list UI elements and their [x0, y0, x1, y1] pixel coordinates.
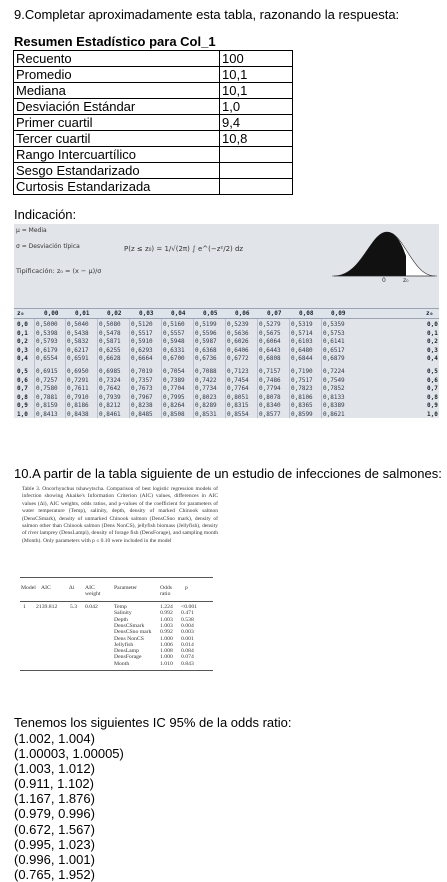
model-delta: 5.3 [70, 604, 78, 610]
z-table-cell: 0,8389 [323, 402, 345, 410]
z-table-col-header: 0,05 [203, 310, 218, 317]
ci-item: (0.765, 1.952) [14, 866, 95, 882]
z-table-col-header: 0,00 [44, 310, 59, 317]
param-p: 0.084 [181, 648, 194, 655]
z-table-cell: 0,6331 [163, 346, 185, 354]
z-table-row-label: 0,4 [17, 355, 28, 363]
z-table-cell: 0,8023 [195, 393, 217, 401]
z-table-cell: 0,6985 [99, 368, 121, 375]
paper-table-caption: Table 3. Oncorhynchus tshawytscha. Comparison of best logistic regression models of infection showing Akaike's Information Criterion (AIC) values, differences in AIC values (Δi), AIC weights, odds ratios, and p-values of the coefficient for parameters of water temperature (Temp), salinity, depth, density of marked Chinook salmon (DensCSmark), density of unmarked Chinook salmon (DensCSno mark), density of salmon other than Chinook salmon (Dens NonCS), jellyfish biomass (Jellyfish), density of river lamprey (DensLampi), density of forage fish (DensForage), and sampling month (Month). Only parameters with p ≤ 0.10 were included in the model [22, 486, 218, 544]
header-parameter: Parameter [114, 585, 138, 591]
z-table-col-header: 0,03 [139, 310, 154, 317]
z-table-col-header: 0,04 [171, 310, 186, 317]
z-table-cell: 0,8531 [195, 411, 217, 418]
z-table-cell: 0,7422 [195, 376, 217, 384]
param-p: 0.014 [181, 641, 194, 648]
z-table-cell: 0,6554 [36, 355, 58, 363]
z-table-row-label-right: 0,7 [427, 385, 438, 393]
z-table-cell: 0,7389 [163, 376, 185, 384]
z-table-cell: 0,5199 [195, 321, 217, 328]
hint-label: Indicación: [14, 207, 77, 222]
z-table-col-divider [193, 319, 194, 418]
z-table-cell: 0,5517 [131, 329, 153, 337]
z-table-col-divider [97, 319, 98, 418]
normal-curve-icon [332, 226, 437, 284]
z-table-cell: 0,7123 [227, 368, 249, 375]
z-table-cell: 0,6879 [323, 355, 345, 363]
z-table-cell: 0,8212 [99, 402, 121, 410]
z-table-cell: 0,5279 [259, 321, 281, 328]
z-table-cell: 0,7257 [36, 376, 58, 384]
z-table-cell: 0,8365 [291, 402, 313, 410]
z-table-cell: 0,6591 [67, 355, 89, 363]
z-table-cell: 0,8106 [291, 393, 313, 401]
z-table-row-label: 0,5 [17, 368, 28, 375]
z-table-row-label-right: 0,6 [427, 376, 438, 384]
z-table-cell: 0,6026 [227, 338, 249, 346]
paper-top-rule [20, 577, 213, 578]
z-table-cell: 0,7995 [163, 393, 185, 401]
curve-z0-label: z₀ [403, 277, 409, 284]
stats-row [14, 131, 293, 147]
z-table-cell: 0,8289 [195, 402, 217, 410]
z-table-col-header: z₀ [426, 310, 434, 317]
z-table-col-divider [257, 319, 258, 418]
z-table-cell: 0,6517 [323, 346, 345, 354]
z-table-col-divider [65, 319, 66, 418]
z-table-cell: 0,7088 [195, 368, 217, 375]
ci-item: (0.979, 0.996) [14, 806, 95, 822]
z-table-cell: 0,8051 [227, 393, 249, 401]
stats-row [14, 51, 293, 67]
param-odds: 1.003 [160, 616, 173, 623]
z-table-cell: 0,5832 [67, 338, 89, 346]
standardization-formula: Tipificación: z₀ = (x − μ)/σ [16, 267, 102, 275]
z-table-cell: 0,8159 [36, 402, 58, 410]
z-table-row-label-right: 0,3 [427, 346, 438, 354]
z-table-cell: 0,5871 [99, 338, 121, 346]
curve-zero-label: 0 [382, 277, 386, 284]
sigma-label: σ = Desviación típica [16, 243, 80, 250]
z-table-col-header: 0,07 [267, 310, 282, 317]
z-table-col-divider [225, 319, 226, 418]
z-table-cell: 0,6628 [99, 355, 121, 363]
stats-row [14, 163, 293, 179]
z-table-cell: 0,6141 [323, 338, 345, 346]
stats-row-label: Mediana [14, 83, 220, 99]
z-table-col-divider [321, 319, 322, 418]
stats-row [14, 115, 293, 131]
z-table-col-header: 0,06 [235, 310, 250, 317]
param-odds: 1.010 [160, 660, 173, 667]
question-10-title: 10.A partir de la tabla siguiente de un estudio de infecciones de salmones: [14, 466, 442, 481]
z-table-cell: 0,5239 [227, 321, 249, 328]
z-table-cell: 0,7852 [323, 385, 345, 393]
header-model: Model [21, 585, 36, 591]
stats-row-label: Recuento [14, 51, 220, 67]
z-table-cell: 0,8577 [259, 411, 281, 418]
param-p: 0.843 [181, 660, 194, 667]
z-table-cell: 0,6915 [36, 368, 58, 375]
z-table-cell: 0,6293 [131, 346, 153, 354]
z-table-row-label: 0,8 [17, 393, 28, 401]
ci-item: (0.672, 1.567) [14, 821, 95, 837]
param-odds: 1.003 [160, 622, 173, 629]
model-aic: 2139.812 [36, 604, 58, 610]
param-p: 0.471 [181, 610, 194, 617]
param-name: DensCSmark [114, 622, 145, 629]
stats-row-label: Primer cuartil [14, 115, 220, 131]
z-table-cell: 0,7190 [291, 368, 313, 375]
param-name: Jellyfish [114, 641, 134, 648]
z-table-cell: 0,8485 [131, 411, 153, 418]
z-table-cell: 0,8133 [323, 393, 345, 401]
z-table-row-label-right: 1,0 [427, 411, 438, 418]
z-table-cell: 0,8461 [99, 411, 121, 418]
z-table-cell: 0,7881 [36, 393, 58, 401]
param-name: DensForage [114, 654, 142, 661]
param-p: 0.003 [181, 629, 194, 636]
ci-item: (1.002, 1.004) [14, 731, 95, 746]
param-p: 0.538 [181, 616, 194, 623]
z-table-col-header: 0,08 [299, 310, 314, 317]
paper-bottom-rule [20, 670, 213, 671]
param-odds: 0.992 [160, 610, 173, 617]
param-name: Temp [114, 604, 127, 610]
cdf-formula: P(z ≤ z₀) = 1/√(2π) ∫ e^(−z²/2) dz [124, 245, 244, 253]
ci-item: (1.00003, 1.00005) [14, 746, 124, 762]
z-table-row-label: 0,2 [17, 338, 28, 346]
z-table-cell: 0,7054 [163, 368, 185, 375]
stats-row-value: 10,1 [220, 83, 293, 99]
param-odds: 1.006 [160, 641, 173, 648]
stats-row-value: 9,4 [220, 115, 293, 131]
z-table-row-label: 0,3 [17, 346, 28, 354]
z-table-cell: 0,6368 [195, 346, 217, 354]
z-table-cell: 0,6406 [227, 346, 249, 354]
z-table-cell: 0,5910 [131, 338, 153, 346]
stats-row [14, 179, 293, 195]
param-p: 0.001 [181, 635, 194, 642]
stats-row [14, 67, 293, 83]
ci-item: (0.911, 1.102) [14, 776, 94, 792]
mu-label: μ = Media [16, 227, 47, 234]
z-table-cell: 0,7291 [67, 376, 89, 384]
z-table-row-label-right: 0,5 [427, 368, 438, 375]
z-table-cell: 0,7823 [291, 385, 313, 393]
z-table-row-label: 0,1 [17, 329, 28, 337]
z-table-col-divider [129, 319, 130, 418]
param-odds: 1.008 [160, 648, 173, 655]
param-name: Dens NonCS [114, 635, 144, 642]
z-table-cell: 0,8264 [163, 402, 185, 410]
z-table-cell: 0,8238 [131, 402, 153, 410]
z-table-cell: 0,6179 [36, 346, 58, 354]
z-table-cell: 0,8315 [227, 402, 249, 410]
stats-row-label: Rango Intercuartílico [14, 147, 220, 163]
z-table-row-label: 0,6 [17, 376, 28, 384]
stats-row-value: 100 [220, 51, 293, 67]
z-table-cell: 0,7580 [36, 385, 58, 393]
z-table-cell: 0,5675 [259, 329, 281, 337]
param-p: 0.004 [181, 622, 194, 629]
z-table-cell: 0,7642 [99, 385, 121, 393]
paper-table-excerpt [14, 486, 219, 714]
z-table-cell: 0,5120 [131, 321, 153, 328]
param-p: <0.001 [181, 604, 198, 610]
z-table-cell: 0,7611 [67, 385, 89, 393]
stats-row-value: 1,0 [220, 99, 293, 115]
z-table-col-header: 0,02 [107, 310, 122, 317]
stats-row-value [220, 163, 293, 179]
z-table-cell: 0,6103 [291, 338, 313, 346]
z-table-row-label: 1,0 [17, 411, 28, 418]
z-table-cell: 0,5596 [195, 329, 217, 337]
z-table-row-label-right: 0,2 [427, 338, 438, 346]
z-table-cell: 0,6700 [163, 355, 185, 363]
z-table-cell: 0,7157 [259, 368, 281, 375]
stats-summary-table [13, 50, 293, 195]
z-table-cell: 0,8599 [291, 411, 313, 418]
z-table-cell: 0,7794 [259, 385, 281, 393]
z-table-cell: 0,5080 [99, 321, 121, 328]
stats-row-value [220, 147, 293, 163]
ci-item: (1.003, 1.012) [14, 761, 95, 777]
param-name: Month [114, 660, 130, 667]
z-table-row-label: 0,0 [17, 321, 28, 328]
z-table-cell: 0,8413 [36, 411, 58, 418]
z-table-cell: 0,5160 [163, 321, 185, 328]
stats-row-value: 10,8 [220, 131, 293, 147]
ci-item: (0.995, 1.023) [14, 836, 95, 852]
header-p: p [185, 585, 188, 591]
stats-row [14, 83, 293, 99]
header-aic-weight: AIC weight [85, 585, 101, 597]
z-table-cell: 0,5793 [36, 338, 58, 346]
header-delta: Δi [69, 585, 75, 591]
z-table-row-label-right: 0,1 [427, 329, 438, 337]
z-table-cell: 0,7939 [99, 393, 121, 401]
model-aic-weight: 0.042 [85, 604, 98, 610]
param-name: Salinity [114, 610, 132, 617]
z-table-cell: 0,8508 [163, 411, 185, 418]
z-table-cell: 0,6064 [259, 338, 281, 346]
stats-row-label: Sesgo Estandarizado [14, 163, 220, 179]
z-table-cell: 0,7704 [163, 385, 185, 393]
z-table-cell: 0,5438 [67, 329, 89, 337]
z-table-cell: 0,8078 [259, 393, 281, 401]
paper-header-rule [20, 601, 213, 602]
z-table-col-header: z₀ [17, 310, 25, 317]
z-table-cell: 0,5948 [163, 338, 185, 346]
z-table-cell: 0,7019 [131, 368, 153, 375]
z-table-col-divider [289, 319, 290, 418]
z-table-cell: 0,8621 [323, 411, 345, 418]
z-table-cell: 0,8186 [67, 402, 89, 410]
param-p: 0.074 [181, 654, 194, 661]
z-table-cell: 0,6950 [67, 368, 89, 375]
z-table-cell: 0,6844 [291, 355, 313, 363]
z-table-cell: 0,5753 [323, 329, 345, 337]
stats-row-label: Desviación Estándar [14, 99, 220, 115]
z-table-col-divider [161, 319, 162, 418]
stats-table-title: Resumen Estadístico para Col_1 [14, 34, 216, 49]
z-table-cell: 0,5478 [99, 329, 121, 337]
z-table-cell: 0,7764 [227, 385, 249, 393]
z-table-cell: 0,7324 [99, 376, 121, 384]
stats-row-label: Promedio [14, 67, 220, 83]
z-table-cell: 0,7224 [323, 368, 345, 375]
z-table-cell: 0,8438 [67, 411, 89, 418]
stats-row [14, 147, 293, 163]
z-table-cell: 0,7517 [291, 376, 313, 384]
z-table-row-label-right: 0,8 [427, 393, 438, 401]
ci-intro-text: Tenemos los siguientes IC 95% de la odds ratio: [14, 715, 292, 730]
param-name: Depth [114, 616, 128, 623]
z-table-col-header: 0,01 [75, 310, 90, 317]
z-table-cell: 0,6480 [291, 346, 313, 354]
z-table-cell: 0,6217 [67, 346, 89, 354]
z-table-cell: 0,8554 [227, 411, 249, 418]
ci-item: (1.167, 1.876) [14, 791, 95, 807]
param-odds: 1.000 [160, 654, 173, 661]
z-table-cell: 0,5987 [195, 338, 217, 346]
z-table-cell: 0,7454 [227, 376, 249, 384]
z-table-row-label: 0,9 [17, 402, 28, 410]
ci-item: (0.996, 1.001) [14, 851, 95, 867]
z-table-cell: 0,6443 [259, 346, 281, 354]
z-table-cell: 0,5714 [291, 329, 313, 337]
stats-row-label: Curtosis Estandarizada [14, 179, 220, 195]
z-table-cell: 0,5000 [36, 321, 58, 328]
z-table-cell: 0,5319 [291, 321, 313, 328]
z-table-cell: 0,6736 [195, 355, 217, 363]
stats-row-label: Tercer cuartil [14, 131, 220, 147]
param-odds: 0.992 [160, 629, 173, 636]
z-table-cell: 0,6772 [227, 355, 249, 363]
z-table-cell: 0,7549 [323, 376, 345, 384]
z-table-col-divider [34, 319, 35, 418]
z-table-cell: 0,7673 [131, 385, 153, 393]
z-table-row-label-right: 0,4 [427, 355, 438, 363]
z-table-cell: 0,7486 [259, 376, 281, 384]
z-table-cell: 0,6808 [259, 355, 281, 363]
question-9-title: 9.Completar aproximadamente esta tabla, razonando la respuesta: [14, 7, 400, 22]
z-table-cell: 0,5359 [323, 321, 345, 328]
z-table-row-label-right: 0,9 [427, 402, 438, 410]
header-odds-ratio: Odds ratio [160, 585, 173, 597]
z-table-cell: 0,6255 [99, 346, 121, 354]
ci-list [14, 731, 124, 882]
z-table-cell: 0,5636 [227, 329, 249, 337]
z-table-cell: 0,7910 [67, 393, 89, 401]
param-name: DensLamp [114, 648, 139, 655]
z-table-cell: 0,6664 [131, 355, 153, 363]
z-table-col-header: 0,09 [331, 310, 346, 317]
z-table-cell: 0,7357 [131, 376, 153, 384]
z-table-cell: 0,8340 [259, 402, 281, 410]
param-odds: 1.000 [160, 635, 173, 642]
z-table-row-label-right: 0,0 [427, 321, 438, 328]
header-aic: AIC [41, 585, 51, 591]
z-table-cell: 0,7967 [131, 393, 153, 401]
z-table-cell: 0,7734 [195, 385, 217, 393]
stats-row-value: 10,1 [220, 67, 293, 83]
normal-table-photo [14, 224, 439, 418]
param-odds: 1.224 [160, 604, 173, 610]
z-table-cell: 0,5557 [163, 329, 185, 337]
z-table-row-label: 0,7 [17, 385, 28, 393]
model-number: 1 [23, 604, 26, 610]
z-table-cell: 0,5398 [36, 329, 58, 337]
param-name: DensCSno mark [114, 629, 152, 636]
z-table-cell: 0,5040 [67, 321, 89, 328]
stats-row [14, 99, 293, 115]
stats-row-value [220, 179, 293, 195]
